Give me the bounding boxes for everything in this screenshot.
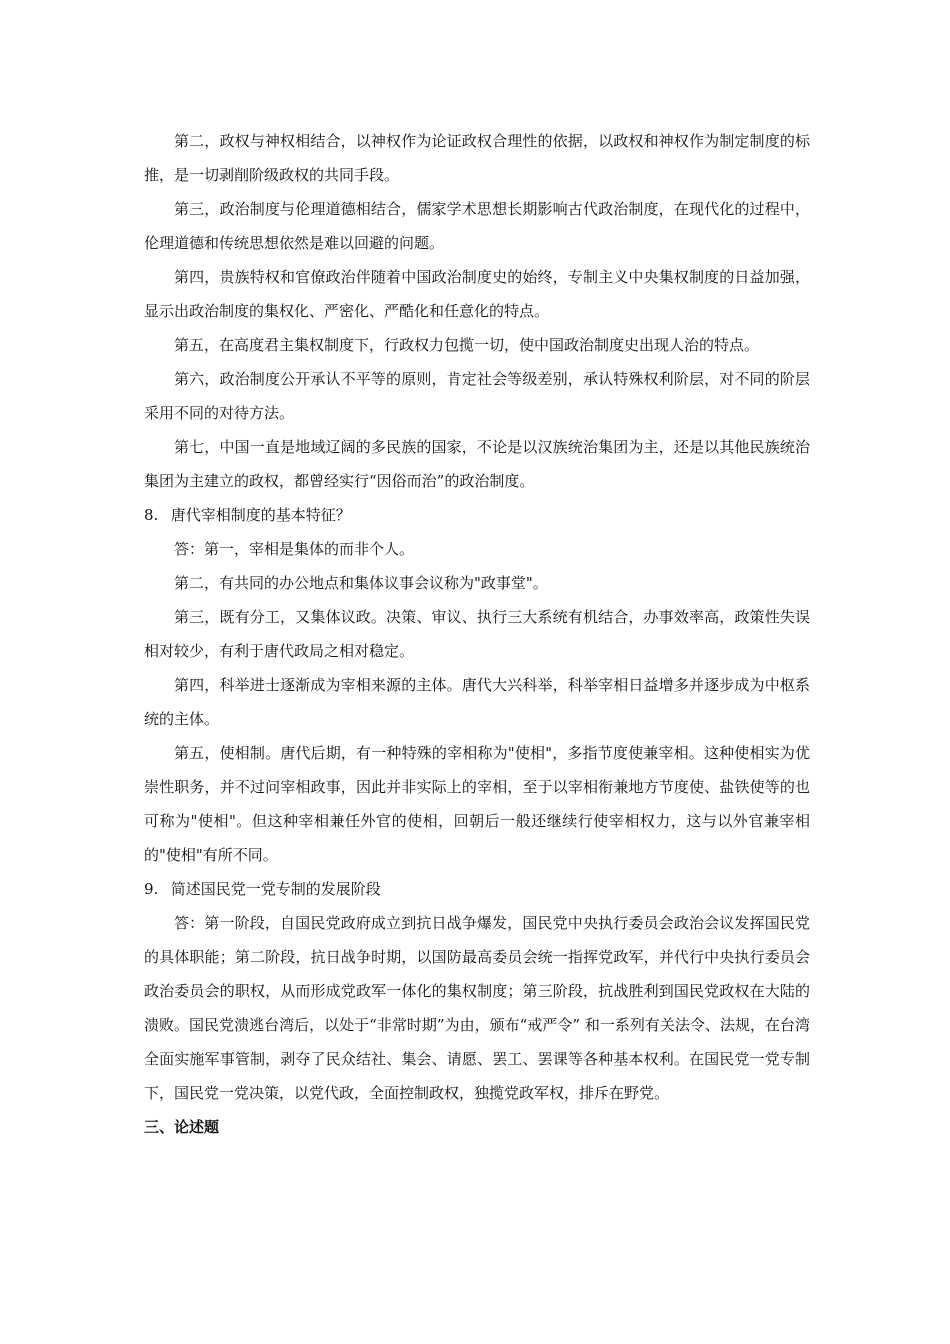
answer-8-paragraph-3: 第三，既有分工，又集体议政。决策、审议、执行三大系统有机结合，办事效率高，政策性失误相对较少，有利于唐代政局之相对稳定。 [144, 608, 810, 660]
paragraph-point-2: 第二，政权与神权相结合，以神权作为论证政权合理性的依据，以政权和神权作为制定制度的标推，是一切剥削阶级政权的共同手段。 [144, 132, 810, 184]
answer-9-paragraph-1: 答：第一阶段，自国民党政府成立到抗日战争爆发，国民党中央执行委员会政治会议发挥国民党的具体职能；第二阶段，抗日战争时期，以国防最高委员会统一指挥党政军，并代行中央执行委员会政治委员会的职权，从而形成党政军一体化的集权制度；第三阶段，抗战胜利到国民党政权在大陆的溃败。国民党溃逃台湾后，以处于“非常时期”为由，颁布“戒严令” 和一系列有关法令、法规，在台湾全面实施军事管制，剥夺了民众结社、集会、请愿、罢工、罢课等各种基本权利。在国民党一党专制下，国民党一党决策，以党代政，全面控制政权，独揽党政军权，排斥在野党。 [144, 914, 810, 1102]
paragraph-point-3: 第三，政治制度与伦理道德相结合，儒家学术思想长期影响古代政治制度，在现代化的过程中，伦理道德和传统思想依然是难以回避的问题。 [144, 200, 810, 252]
question-8-heading [144, 498, 810, 532]
paragraph-point-7: 第七，中国一直是地域辽阔的多民族的国家，不论是以汉族统治集团为主，还是以其他民族统治集团为主建立的政权，都曾经实行“因俗而治”的政治制度。 [144, 438, 810, 490]
answer-8-paragraph-1: 答：第一，宰相是集体的而非个人。 [174, 540, 415, 558]
question-8-number: 8. [144, 506, 159, 524]
document-body [144, 124, 810, 1144]
paragraph-point-6: 第六，政治制度公开承认不平等的原则，肯定社会等级差别，承认特殊权利阶层，对不同的阶层采用不同的对待方法。 [144, 370, 810, 422]
question-9-title: 简述国民党一党专制的发展阶段 [170, 880, 381, 898]
question-9-number: 9. [144, 880, 159, 898]
section-title: 三、论述题 [144, 1118, 220, 1136]
question-9-heading [144, 872, 810, 906]
paragraph-point-5: 第五，在高度君主集权制度下，行政权力包揽一切，使中国政治制度史出现人治的特点。 [174, 336, 760, 354]
question-8-title: 唐代宰相制度的基本特征？ [170, 506, 351, 524]
answer-8-paragraph-4: 第四，科举进士逐渐成为宰相来源的主体。唐代大兴科举，科举宰相日益增多并逐步成为中枢系统的主体。 [144, 676, 810, 728]
answer-8-paragraph-5: 第五，使相制。唐代后期，有一种特殊的宰相称为"使相"，多指节度使兼宰相。这种使相实为优崇性职务，并不过问宰相政事，因此并非实际上的宰相，至于以宰相衔兼地方节度使、盐铁使等的也可称为"使相"。但这种宰相兼任外官的使相，回朝后一般还继续行使宰相权力，这与以外官兼宰相的"使相"有所不同。 [144, 744, 810, 864]
answer-8-paragraph-2: 第二，有共同的办公地点和集体议事会议称为"政事堂"。 [174, 574, 548, 592]
paragraph-point-4: 第四，贵族特权和官僚政治伴随着中国政治制度史的始终，专制主义中央集权制度的日益加强，显示出政治制度的集权化、严密化、严酷化和任意化的特点。 [144, 268, 810, 320]
